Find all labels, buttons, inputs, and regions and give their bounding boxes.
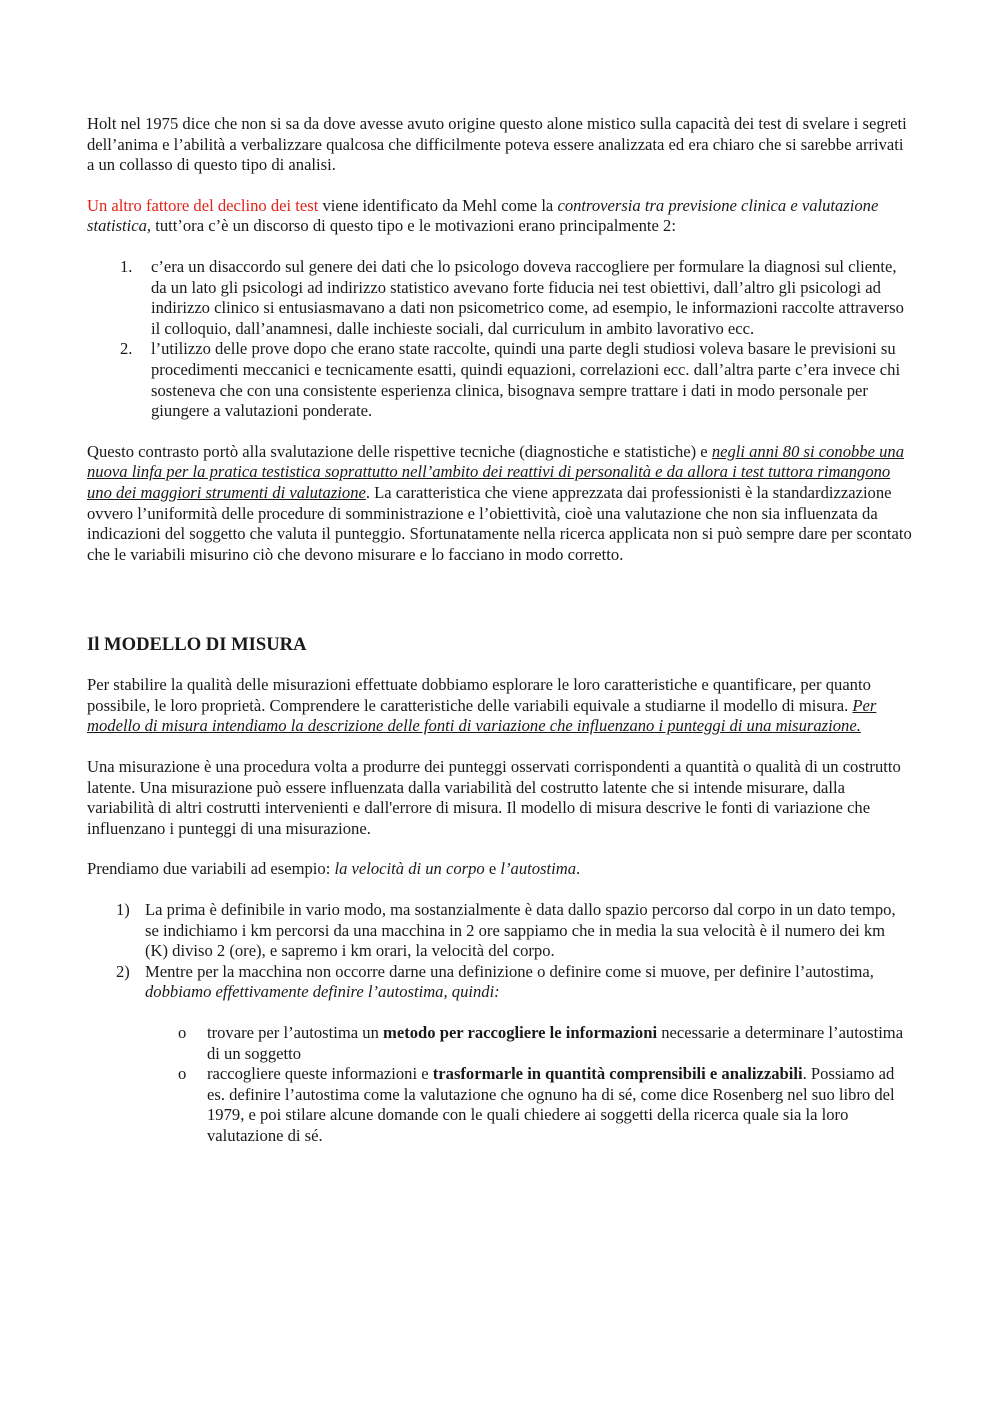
paragraph-qualita <box>87 675 912 737</box>
italic-run: dobbiamo effettivamente definire l’autostima, quindi: <box>145 982 500 1002</box>
underlined-italic-run: negli anni 80 si conobbe una nuova linfa per la pratica testistica soprattutto nell’ambito dei reattivi di personalità e da allora i test tuttora rimangono uno dei maggiori strumenti di valutazione <box>87 441 905 502</box>
list-marker: 2. <box>120 339 133 359</box>
text-run: trovare per l’autostima un <box>207 1023 384 1042</box>
text-run: Questo contrasto portò alla svalutazione delle rispettive tecniche (diagnostiche e statistiche) e <box>87 441 712 461</box>
text-run: Per stabilire la qualità delle misurazioni effettuate dobbiamo esplorare le loro caratteristiche e quantificare, per quanto possibile, le loro proprietà. Comprendere le caratteristiche delle variabili equivale a studiarne il modello di misura. <box>87 675 871 715</box>
paragraph-holt: Holt nel 1975 dice che non si sa da dove avesse avuto origine questo alone mistico sulla capacità dei test di svelare i segreti dell’anima e l’abilità a verbalizzare qualcosa che difficilmente poteva essere analizzata ed era chiaro che si sarebbe arrivati a un collasso di questo tipo di analisi. <box>87 114 907 175</box>
paragraph-variabili <box>87 859 912 880</box>
text-run: raccogliere queste informazioni e <box>207 1064 433 1084</box>
motivazioni-list <box>87 257 912 422</box>
paragraph-declino <box>87 196 912 237</box>
text-run: necessarie a determinare l’autostima di un soggetto <box>207 1023 904 1063</box>
text-run: . <box>576 859 581 879</box>
paragraph-misurazione: Una misurazione è una procedura volta a produrre dei punteggi osservati corrispondenti a quantità o qualità di un costrutto latente. Una misurazione può essere influenzata dalla variabilità del costrutto latente che si intende misurare, dalla variabilità di altri costrutti intervenienti e dall'errore di misura. Il modello di misura descrive le fonti di variazione che influenzano i punteggi di una misurazione. <box>87 757 901 838</box>
text-run: Prendiamo due variabili ad esempio: <box>87 859 335 879</box>
list-item-text: c’era un disaccordo sul genere dei dati che lo psicologo doveva raccogliere per formulare la diagnosi sul cliente, da un lato gli psicologi ad indirizzo statistico avevano forte fiducia nei test obiettivi, dall’altro gli psicologi ad indirizzo clinico si entusiasmavano a dati non psicometrico come, ad esempio, le informazioni raccolte attraverso il colloquio, dall’anamnesi, dalle inchieste sociali, dal curriculum in ambito lavorativo ecc. <box>151 256 904 338</box>
text-run: viene identificato da Mehl come la <box>318 195 558 215</box>
bullet-marker: o <box>178 1064 187 1084</box>
text-run: e <box>484 859 501 879</box>
variabili-list <box>87 900 912 1003</box>
bold-run: metodo per raccogliere le informazioni <box>383 1023 658 1042</box>
list-item-text: Mentre per la macchina non occorre darne una definizione o definire come si muove, per definire l’autostima, <box>145 961 874 981</box>
list-item-text: l’utilizzo delle prove dopo che erano state raccolte, quindi una parte degli studiosi voleva basare le previsioni su procedimenti meccanici e tecnicamente esatti, quindi equazioni, correlazioni ecc. dall’altra parte c’era invece chi sosteneva che con una consistente esperienza clinica, bisognava sempre trattare i dati in modo personale per giungere a valutazioni ponderate. <box>151 339 901 421</box>
text-run: . Possiamo ad es. definire l’autostima come la valutazione che ognuno ha di sé, come dice Rosenberg nel suo libro del 1979, e poi stilare alcune domande con le quali chiedere ai soggetti della ricerca quale sia la loro valutazione di sé. <box>207 1064 895 1145</box>
list-item <box>87 900 912 962</box>
section-heading: Il MODELLO DI MISURA <box>87 634 307 656</box>
list-marker: 2) <box>116 961 130 981</box>
list-item <box>87 257 912 339</box>
text-run: . La caratteristica che viene apprezzata dai professionisti è la standardizzazione ovvero l’uniformità delle procedure di somministrazione e l’obiettività, cioè una valutazione che non sia influenzata da indicazioni del soggetto che valuta il punteggio. Sfortunatamente nella ricerca applicata non si può sempre dare per scontato che le variabili misurino ciò che devono misurare e lo facciano in modo corretto. <box>87 482 912 564</box>
list-item <box>87 339 912 421</box>
text-run: tutt’ora c’è un discorso di questo tipo e le motivazioni erano principalmente 2: <box>151 216 676 236</box>
bold-run: trasformarle in quantità comprensibili e analizzabili <box>432 1064 803 1084</box>
paragraph-contrasto <box>87 442 912 566</box>
list-item <box>87 1064 912 1146</box>
italic-run: la velocità di un corpo <box>334 859 485 879</box>
italic-run: l’autostima <box>500 859 576 879</box>
list-marker: 1. <box>120 256 133 276</box>
list-item <box>87 962 912 1003</box>
italic-run: controversia tra previsione clinica e valutazione statistica, <box>87 195 879 236</box>
underlined-italic-run: Per modello di misura intendiamo la descrizione delle fonti di variazione che influenzano i punteggi di una misurazione. <box>87 695 877 736</box>
list-item-text: La prima è definibile in vario modo, ma sostanzialmente è data dallo spazio percorso dal corpo in un dato tempo, se indichiamo i km percorsi da una macchina in 2 ore sappiamo che in media la sua velocità è il numero dei km (K) diviso 2 (ore), e sapremo i km orari, la velocità del corpo. <box>145 900 896 961</box>
autostima-sublist <box>87 1023 912 1147</box>
highlighted-phrase: Un altro fattore del declino dei test <box>87 195 319 215</box>
list-marker: 1) <box>116 900 130 920</box>
list-item <box>87 1023 912 1064</box>
bullet-marker: o <box>178 1023 187 1042</box>
